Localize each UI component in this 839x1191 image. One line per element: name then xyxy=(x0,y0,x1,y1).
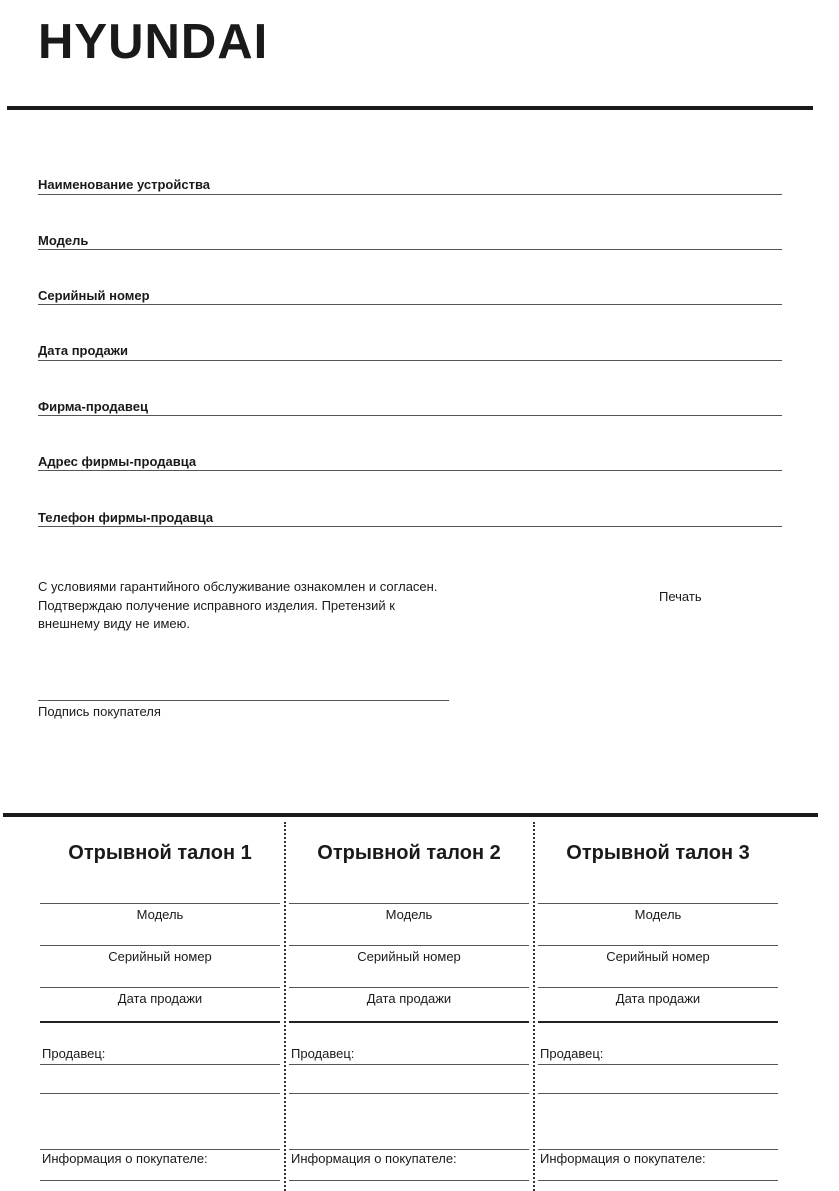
coupon-date-label: Дата продажи xyxy=(615,991,701,1006)
header-divider xyxy=(7,106,813,110)
stamp-label: Печать xyxy=(659,589,702,604)
coupon-buyer-label: Информация о покупателе: xyxy=(42,1151,208,1166)
coupon-date-line[interactable] xyxy=(538,987,778,988)
brand-logo: HYUNDAI xyxy=(38,15,269,69)
coupon-model-label: Модель xyxy=(634,907,682,922)
field-line-seller-company[interactable] xyxy=(38,415,782,416)
signature-label: Подпись покупателя xyxy=(38,704,161,719)
coupon-seller-label: Продавец: xyxy=(291,1046,355,1061)
coupon-serial-line[interactable] xyxy=(289,945,529,946)
coupon-seller-label: Продавец: xyxy=(540,1046,604,1061)
coupon-seller-line[interactable] xyxy=(40,1064,280,1065)
coupon-buyer-line[interactable] xyxy=(538,1149,778,1150)
field-label-sale-date: Дата продажи xyxy=(38,343,128,358)
field-line-serial-number[interactable] xyxy=(38,304,782,305)
coupon-seller-line[interactable] xyxy=(538,1093,778,1094)
coupon-model-label: Модель xyxy=(385,907,433,922)
coupon-buyer-line[interactable] xyxy=(40,1180,280,1181)
coupons-divider xyxy=(3,813,818,817)
statement-line: С условиями гарантийного обслуживание ознакомлен и согласен. xyxy=(38,579,438,594)
coupon-model-line[interactable] xyxy=(40,903,280,904)
coupon-buyer-label: Информация о покупателе: xyxy=(291,1151,457,1166)
coupon-model-line[interactable] xyxy=(538,903,778,904)
coupon-section-rule xyxy=(538,1021,778,1023)
coupon-title: Отрывной талон 2 xyxy=(317,842,501,864)
coupon-seller-line[interactable] xyxy=(40,1093,280,1094)
coupon-buyer-line[interactable] xyxy=(289,1180,529,1181)
coupon-model-line[interactable] xyxy=(289,903,529,904)
field-line-device-name[interactable] xyxy=(38,194,782,195)
coupon-date-label: Дата продажи xyxy=(117,991,203,1006)
statement-line: Подтверждаю получение исправного изделия. Претензий к xyxy=(38,597,395,613)
field-label-seller-phone: Телефон фирмы-продавца xyxy=(38,510,214,525)
coupon-serial-line[interactable] xyxy=(40,945,280,946)
field-label-seller-company: Фирма-продавец xyxy=(38,399,148,414)
perforation-line xyxy=(284,822,286,1191)
coupon-serial-label: Серийный номер xyxy=(357,949,461,964)
signature-line[interactable] xyxy=(38,700,449,701)
field-line-model[interactable] xyxy=(38,249,782,250)
field-line-sale-date[interactable] xyxy=(38,360,782,361)
coupon-serial-label: Серийный номер xyxy=(606,949,710,964)
field-label-serial-number: Серийный номер xyxy=(38,288,150,303)
coupon-serial-label: Серийный номер xyxy=(108,949,212,964)
coupon-date-line[interactable] xyxy=(289,987,529,988)
coupon-buyer-line[interactable] xyxy=(538,1180,778,1181)
statement-line: внешнему виду не имею. xyxy=(38,616,191,631)
field-label-device-name: Наименование устройства xyxy=(38,177,211,192)
coupon-section-rule xyxy=(40,1021,280,1023)
coupon-serial-line[interactable] xyxy=(538,945,778,946)
coupon-model-label: Модель xyxy=(136,907,184,922)
field-line-seller-address[interactable] xyxy=(38,470,782,471)
perforation-line xyxy=(533,822,535,1191)
agreement-statement xyxy=(38,578,498,634)
coupon-date-line[interactable] xyxy=(40,987,280,988)
coupon-buyer-line[interactable] xyxy=(289,1149,529,1150)
field-line-seller-phone[interactable] xyxy=(38,526,782,527)
coupon-section-rule xyxy=(289,1021,529,1023)
coupon-date-label: Дата продажи xyxy=(366,991,452,1006)
coupon-seller-line[interactable] xyxy=(538,1064,778,1065)
coupon-title: Отрывной талон 3 xyxy=(566,842,750,864)
field-label-seller-address: Адрес фирмы-продавца xyxy=(38,454,197,469)
coupon-seller-label: Продавец: xyxy=(42,1046,106,1061)
coupon-buyer-line[interactable] xyxy=(40,1149,280,1150)
coupon-seller-line[interactable] xyxy=(289,1093,529,1094)
coupon-seller-line[interactable] xyxy=(289,1064,529,1065)
coupon-buyer-label: Информация о покупателе: xyxy=(540,1151,706,1166)
coupon-title: Отрывной талон 1 xyxy=(68,842,252,864)
field-label-model: Модель xyxy=(38,233,89,248)
